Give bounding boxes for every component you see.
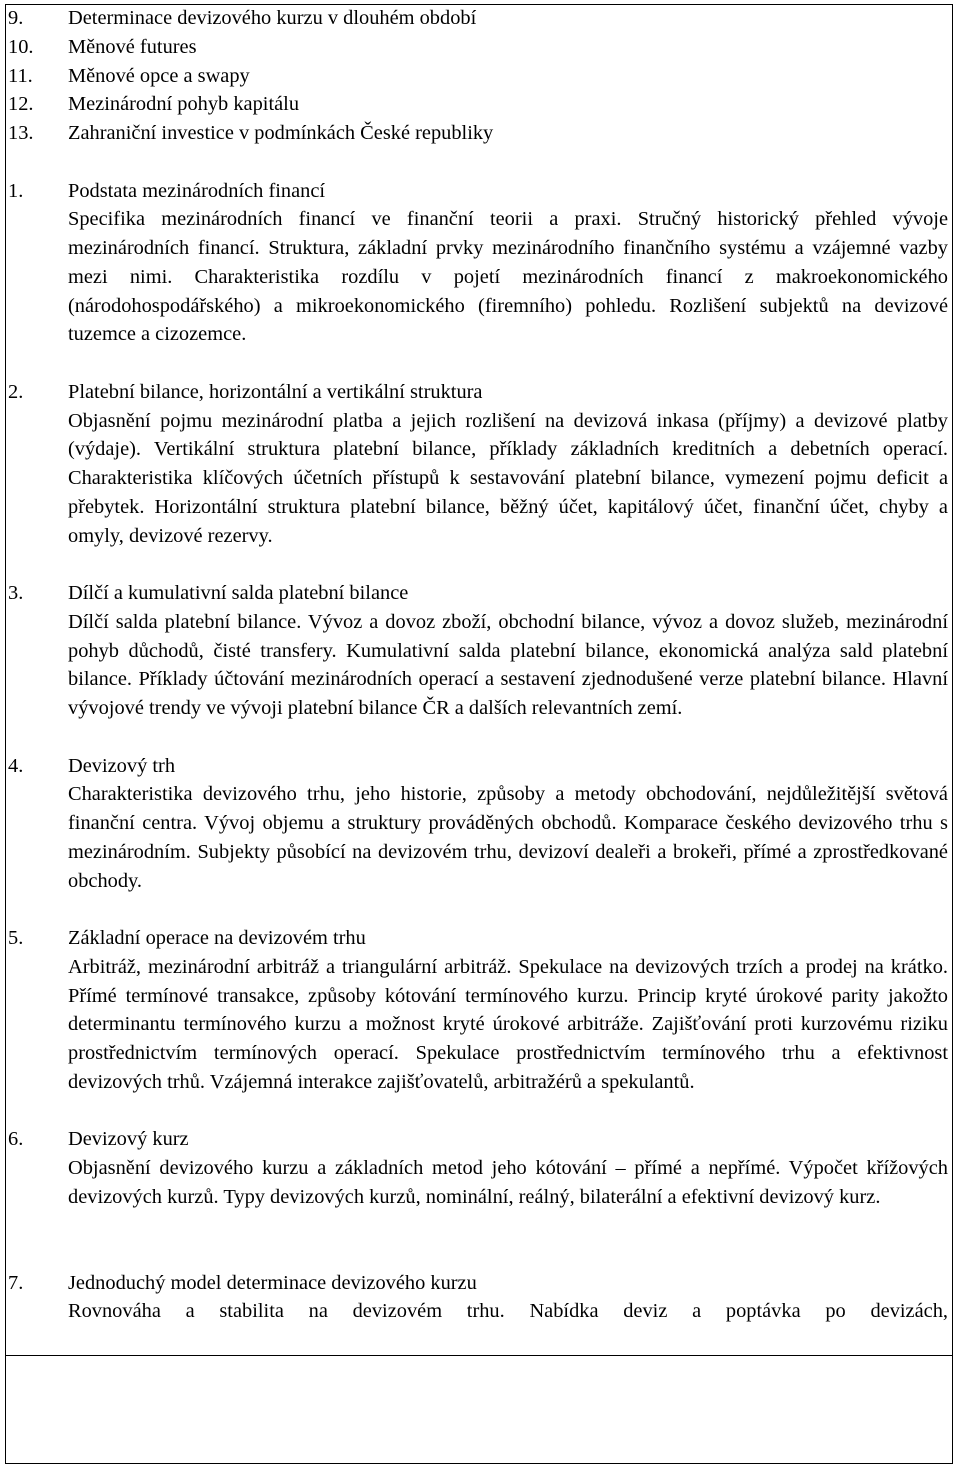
section-text: Charakteristika devizového trhu, jeho historie, způsoby a metody obchodování, nejdůležitější světová finanční centra. Vývoj objemu a struktury prováděných obchodů. Komparace českého devizového trhu s mezinárodním. Subjekty působící na devizovém trhu, devizoví dealeři a brokeři, přímé a zprostředkované obchody. (68, 783, 948, 892)
section-body (68, 1125, 948, 1211)
section-6 (8, 1125, 948, 1211)
section-body (68, 579, 948, 723)
toc-item (8, 4, 948, 33)
toc-number: 11. (8, 64, 33, 87)
section-title: Základní operace na devizovém trhu (68, 927, 366, 949)
section-text: Specifika mezinárodních financí ve finanční teorii a praxi. Stručný historický přehled vývoje mezinárodních financí. Struktura, základní prvky mezinárodního finančního systému a vzájemné vazby mezi nimi. Charakteristika rozdílu v pojetí mezinárodních financí z makroekonomického (národohospodářského) a mikroekonomického (firemního) pohledu. Rozlišení subjektů na devizové tuzemce a cizozemce. (68, 208, 948, 346)
section-number: 5. (8, 927, 24, 949)
toc-item (8, 33, 948, 62)
section-title: Dílčí a kumulativní salda platební bilance (68, 582, 409, 604)
section-5 (8, 924, 948, 1097)
section-title: Podstata mezinárodních financí (68, 179, 326, 202)
section-title: Platební bilance, horizontální a vertikální struktura (68, 380, 483, 403)
section-title: Devizový kurz (68, 1128, 189, 1151)
section-2 (8, 378, 948, 551)
toc-item (8, 62, 948, 91)
section-number: 1. (8, 179, 24, 202)
section-body (68, 177, 948, 350)
section-title: Devizový trh (68, 754, 176, 777)
section-number: 3. (8, 582, 24, 604)
section-1 (8, 177, 948, 350)
section-7 (8, 1269, 948, 1327)
section-text: Dílčí salda platební bilance. Vývoz a dovoz zboží, obchodní bilance, vývoz a dovoz služeb, mezinárodní pohyb důchodů, čisté transfery. Kumulativní salda platební bilance, ekonomická analýza sald platební bilance. Příklady účtování mezinárodních operací a sestavení zjednodušené verze platební bilance. Hlavní vývojové trendy ve vývoji platební bilance ČR a dalších relevantních zemí. (68, 610, 948, 719)
section-number: 6. (8, 1128, 24, 1151)
section-3 (8, 579, 948, 723)
page-break-line (5, 1355, 953, 1356)
section-text: Arbitráž, mezinárodní arbitráž a triangulární arbitráž. Spekulace na devizových trzích a prodej na krátko. Přímé termínové transakce, způsoby kótování termínového kurzu. Princip kryté úrokové parity jakožto determinantu termínového kurzu a možnost kryté úrokové arbitráže. Zajišťování proti kurzovému riziku prostřednictvím termínových operací. Spekulace prostřednictvím termínového trhu a efektivnost devizových trhů. Vzájemná interakce zajišťovatelů, arbitražérů a spekulantů. (68, 955, 948, 1093)
document-body (8, 4, 948, 1326)
section-text: Rovnováha a stabilita na devizovém trhu. Nabídka deviz a poptávka po devizách, (68, 1300, 948, 1323)
toc-item (8, 119, 948, 148)
section-number: 2. (8, 380, 24, 403)
toc-number: 10. (8, 35, 34, 58)
toc-item (8, 90, 948, 119)
section-text: Objasnění devizového kurzu a základních metod jeho kótování – přímé a nepřímé. Výpočet křížových devizových kurzů. Typy devizových kurzů, nominální, reálný, bilaterální a efektivní devizový kurz. (68, 1157, 948, 1208)
section-number: 7. (8, 1271, 24, 1294)
toc-number: 13. (8, 122, 34, 144)
toc-title: Zahraniční investice v podmínkách České republiky (68, 122, 494, 144)
section-number: 4. (8, 754, 24, 777)
toc-title: Měnové opce a swapy (68, 64, 250, 87)
section-body (68, 378, 948, 551)
toc-title: Měnové futures (68, 35, 197, 58)
toc-title: Determinace devizového kurzu v dlouhém období (68, 7, 477, 29)
toc-number: 12. (8, 93, 34, 116)
section-body (68, 1269, 948, 1327)
toc-number: 9. (8, 7, 24, 29)
section-4 (8, 752, 948, 896)
section-title: Jednoduchý model determinace devizového kurzu (68, 1271, 477, 1294)
section-text: Objasnění pojmu mezinárodní platba a jejich rozlišení na devizová inkasa (příjmy) a devizové platby (výdaje). Vertikální struktura platební bilance, příklady základních kreditních a debetních operací. Charakteristika klíčových účetních přístupů k sestavování platební bilance, vymezení pojmu deficit a přebytek. Horizontální struktura platební bilance, běžný účet, kapitálový účet, finanční účet, chyby a omyly, devizové rezervy. (68, 409, 948, 547)
section-body (68, 752, 948, 896)
section-body (68, 924, 948, 1097)
toc-title: Mezinárodní pohyb kapitálu (68, 93, 300, 116)
toc-list (8, 4, 948, 148)
